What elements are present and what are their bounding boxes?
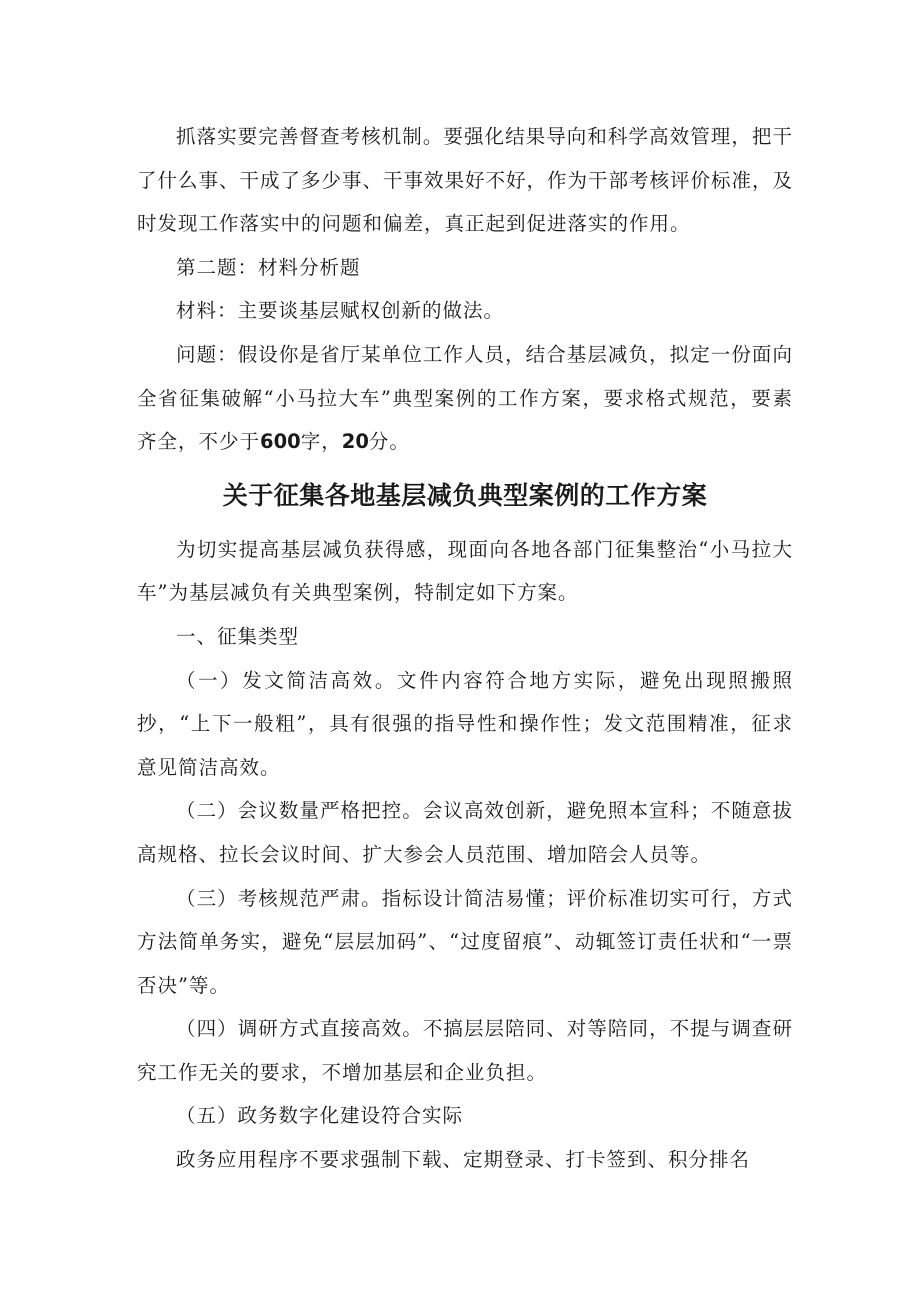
document-title: 关于征集各地基层减负典型案例的工作方案 (222, 480, 708, 510)
list-item: （五）政务数字化建设符合实际 (176, 1104, 464, 1128)
list-item: （四）调研方式直接高效。不搞层层陪同、对等陪同，不提与调查研究工作无关的要求，不增加基层和企业负担。 (137, 1017, 793, 1084)
word-count: 600 (260, 430, 301, 454)
question-heading: 第二题：材料分析题 (176, 255, 361, 279)
question-text: 问题：假设你是省厅某单位工作人员，结合基层减负，拟定一份面向全省征集破解“小马拉大车”典型案例的工作方案，要求格式规范，要素齐全，不少于 (137, 342, 793, 454)
document-page (137, 115, 793, 1182)
preface-paragraph: 为切实提高基层减负获得感，现面向各地各部门征集整治“小马拉大车”为基层减负有关典型案例，特制定如下方案。 (137, 537, 793, 605)
intro-paragraph-1: 抓落实要完善督查考核机制。要强化结果导向和科学高效管理，把干了什么事、干成了多少事、干事效果好不好，作为干部考核评价标准，及时发现工作落实中的问题和偏差，真正起到促进落实的作用。 (137, 125, 794, 236)
score-value: 20 (341, 430, 369, 454)
section-heading: 一、征集类型 (176, 624, 300, 648)
list-item: （二）会议数量严格把控。会议高效创新，避免照本宣科；不随意拔高规格、拉长会议时间、扩大参会人员范围、增加陪会人员等。 (137, 799, 793, 866)
material-paragraph: 材料：主要谈基层赋权创新的做法。 (176, 299, 505, 323)
question-paragraph (137, 333, 793, 464)
question-text-mid: 字， (300, 430, 342, 454)
question-text-end: 分。 (368, 430, 410, 454)
list-item: （一）发文简洁高效。文件内容符合地方实际，避免出现照搬照抄，“上下一般粗”，具有很强的指导性和操作性；发文范围精准，征求意见简洁高效。 (137, 668, 793, 779)
list-item: （三）考核规范严肃。指标设计简洁易懂；评价标准切实可行，方式方法简单务实，避免“层层加码”、“过度留痕”、动辄签订责任状和“一票否决”等。 (137, 886, 793, 997)
body-paragraph: 政务应用程序不要求强制下载、定期登录、打卡签到、积分排名 (176, 1148, 751, 1172)
